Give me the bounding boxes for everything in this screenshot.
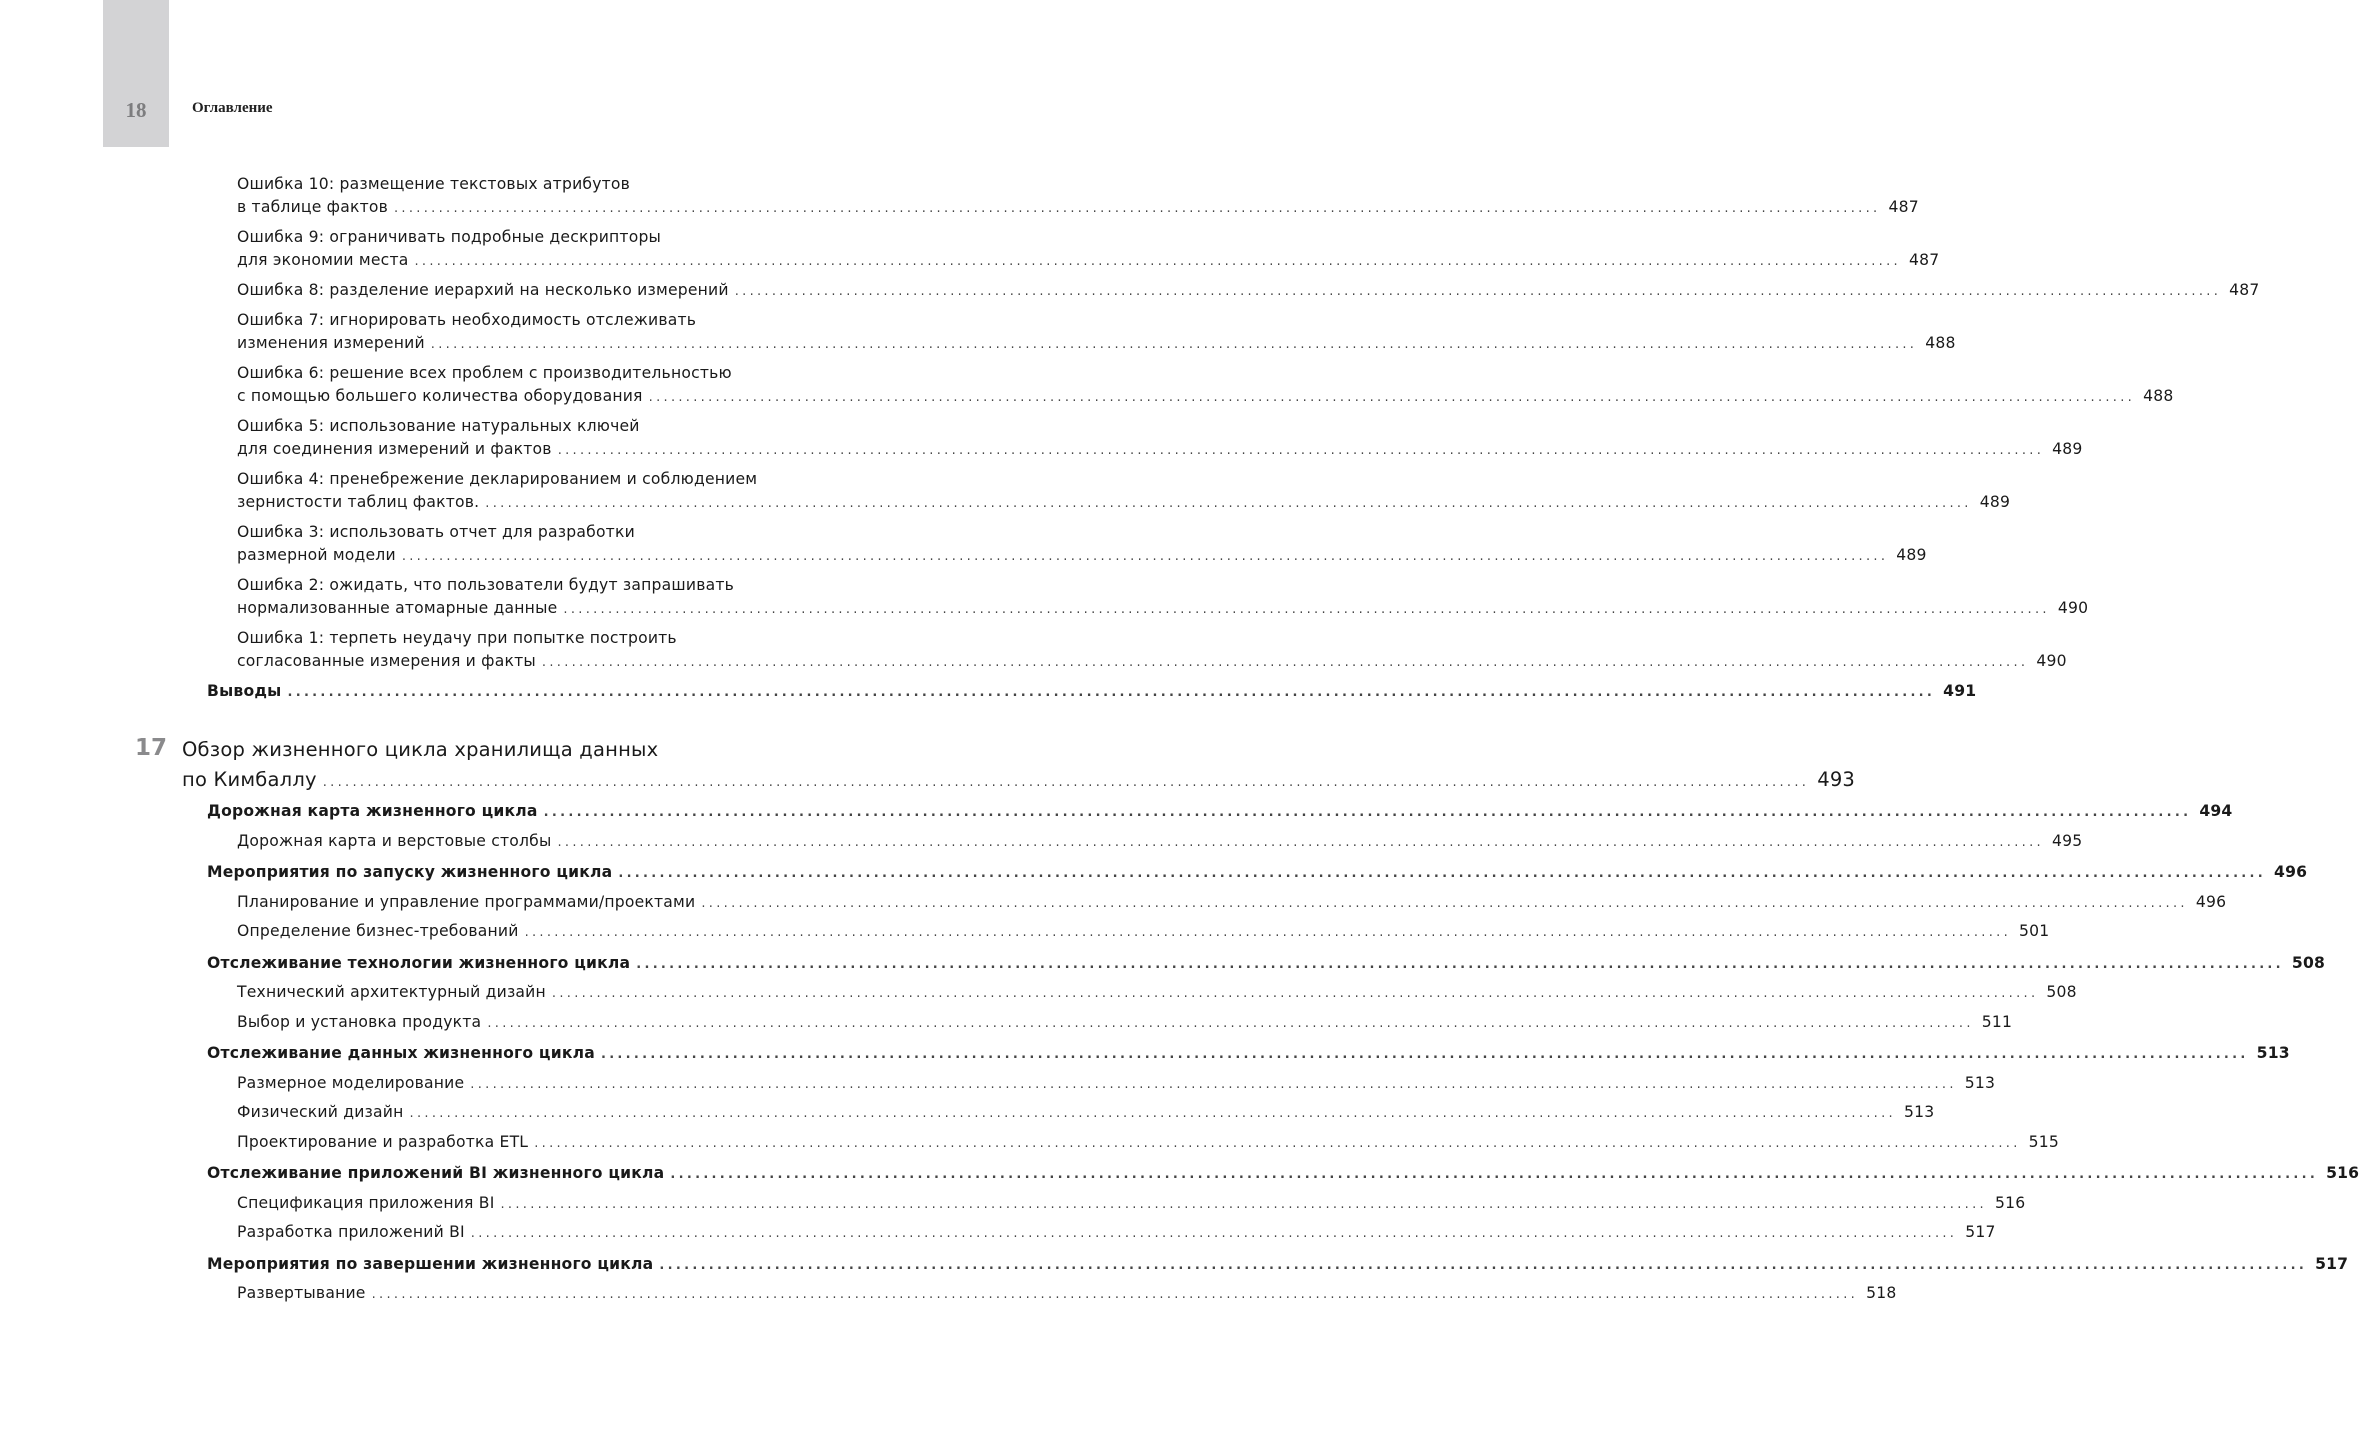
dot-leader: ........................................................................................................................................................................................................	[648, 390, 2136, 405]
entry-title: Спецификация приложения BI	[237, 1193, 495, 1212]
entry-line	[237, 891, 2227, 915]
entry-page-number: 517	[1965, 1223, 1996, 1241]
toc-entry[interactable]	[237, 1101, 1935, 1125]
dot-leader: ........................................................................................................................................................................................................	[470, 1226, 1958, 1241]
entry-line	[237, 830, 2083, 854]
toc-entry[interactable]	[237, 1011, 2013, 1035]
dot-leader: ........................................................................................................................................................................................................	[551, 986, 2039, 1001]
entry-page-number: 516	[1994, 1193, 2026, 1212]
entry-page-number: 517	[2315, 1254, 2349, 1273]
entry-page-number: 489	[1896, 546, 1927, 564]
entry-line	[237, 920, 2050, 944]
dot-leader: ........................................................................................................................................................................................................	[534, 1135, 2021, 1151]
entry-last-line	[237, 438, 2083, 462]
toc-entry[interactable]	[207, 680, 1977, 704]
toc-entry[interactable]	[237, 309, 1956, 356]
entry-title-line: зернистости таблиц фактов.	[237, 493, 480, 511]
entry-page-number: 488	[2143, 387, 2174, 405]
dot-leader: ........................................................................................................................................................................................................	[401, 549, 1889, 564]
toc-entry[interactable]	[207, 1253, 2349, 1277]
toc-entry[interactable]	[237, 1131, 2060, 1155]
toc-entry[interactable]	[237, 1072, 1996, 1096]
entry-title-line: Ошибка 5: использование натуральных ключей	[237, 417, 640, 435]
entry-page-number: 501	[2019, 922, 2050, 940]
toc-entry[interactable]	[237, 1282, 1897, 1306]
entry-title-line: Ошибка 3: использовать отчет для разработки	[237, 523, 635, 541]
entry-page-number: 493	[1817, 768, 1856, 791]
entry-title-line: для соединения измерений и фактов	[237, 440, 552, 458]
entry-title: Мероприятия по запуску жизненного цикла	[207, 863, 613, 881]
dot-leader: ........................................................................................................................................................................................................	[485, 496, 1972, 511]
toc-entry[interactable]	[237, 891, 2227, 915]
entry-title-line: Ошибка 2: ожидать, что пользователи будут запрашивать	[237, 576, 735, 594]
entry-page-number: 489	[2052, 440, 2083, 458]
entry-last-line	[237, 279, 2260, 303]
entry-page-number: 487	[1908, 251, 1940, 269]
entry-title: Выбор и установка продукта	[237, 1012, 482, 1031]
entry-line	[207, 952, 2326, 976]
entry-title: Разработка приложений BI	[237, 1223, 465, 1241]
dot-leader: ........................................................................................................................................................................................................	[409, 1106, 1896, 1121]
entry-line	[237, 981, 2077, 1005]
entry-title: Отслеживание приложений BI жизненного цикла	[207, 1164, 665, 1182]
entry-line	[237, 1282, 1897, 1306]
entry-title: Определение бизнес-требований	[237, 922, 519, 940]
toc-entry[interactable]	[237, 468, 2011, 515]
entry-title: Мероприятия по завершении жизненного цикла	[207, 1254, 654, 1273]
toc-entry[interactable]	[237, 1192, 2026, 1216]
entry-title-line: согласованные измерения и факты	[237, 652, 536, 670]
entry-line	[207, 800, 2233, 824]
dot-leader: ........................................................................................................................................................................................................	[543, 805, 2192, 820]
entry-last-line	[207, 680, 1977, 704]
entry-last-line	[182, 765, 1856, 798]
dot-leader: ........................................................................................................................................................................................................	[701, 895, 2188, 911]
entry-title-line: Ошибка 1: терпеть неудачу при попытке построить	[237, 629, 677, 647]
toc-entry[interactable]	[237, 415, 2083, 462]
entry-last-line	[237, 544, 1927, 568]
entry-title: Дорожная карта жизненного цикла	[207, 802, 538, 820]
entry-title-line: Ошибка 4: пренебрежение декларированием и соблюдением	[237, 470, 758, 488]
entry-title-line: Обзор жизненного цикла хранилища данных	[182, 738, 659, 761]
toc-entry[interactable]	[207, 1162, 2359, 1186]
entry-title: Отслеживание технологии жизненного цикла	[207, 953, 631, 972]
entry-title-line: с помощью большего количества оборудования	[237, 387, 643, 405]
entry-page-number: 513	[2256, 1044, 2290, 1062]
entry-page-number: 491	[1943, 682, 1977, 700]
entry-title-line: Ошибка 10: размещение текстовых атрибутов	[237, 175, 631, 193]
entry-page-number: 518	[1866, 1284, 1897, 1302]
entry-line	[207, 1253, 2349, 1277]
dot-leader: ........................................................................................................................................................................................................	[487, 1015, 1974, 1031]
entry-page-number: 488	[1925, 334, 1956, 352]
toc-entry[interactable]	[237, 830, 2083, 854]
dot-leader: ........................................................................................................................................................................................................	[287, 685, 1936, 700]
toc-entry[interactable]	[237, 279, 2260, 303]
toc-entry[interactable]	[237, 226, 1940, 273]
entry-line	[237, 1072, 1996, 1096]
entry-last-line	[237, 491, 2011, 515]
toc-entry[interactable]	[237, 920, 2050, 944]
entry-line	[207, 1042, 2290, 1066]
entry-page-number: 508	[2046, 983, 2077, 1001]
entry-title-line: изменения измерений	[237, 334, 425, 352]
toc-entry[interactable]	[207, 861, 2308, 885]
entry-title: Дорожная карта и верстовые столбы	[237, 831, 552, 850]
entry-page-number: 487	[2229, 281, 2260, 299]
toc-entry[interactable]	[237, 173, 1919, 220]
entry-page-number: 511	[1981, 1012, 2013, 1031]
entry-line	[207, 1162, 2359, 1186]
entry-last-line	[237, 650, 2067, 674]
entry-line	[237, 1131, 2060, 1155]
chapter-number: 17	[135, 735, 168, 761]
entry-page-number: 496	[2274, 863, 2308, 881]
entry-title: Развертывание	[237, 1284, 366, 1302]
entry-last-line	[237, 332, 1956, 356]
entry-page-number: 487	[1888, 198, 1919, 216]
toc-entry[interactable]	[237, 627, 2067, 674]
entry-title: Планирование и управление программами/проектами	[237, 892, 696, 911]
entry-title-line: размерной модели	[237, 546, 396, 564]
entry-title-line: для экономии места	[237, 251, 409, 269]
toc-entry[interactable]	[237, 362, 2174, 409]
entry-line	[207, 861, 2308, 885]
toc-entry[interactable]	[237, 981, 2077, 1005]
dot-leader: ........................................................................................................................................................................................................	[500, 1196, 1987, 1212]
dot-leader: ........................................................................................................................................................................................................	[618, 866, 2267, 881]
entry-page-number: 494	[2199, 802, 2233, 820]
dot-leader: ........................................................................................................................................................................................................	[470, 1076, 1957, 1092]
dot-leader: ........................................................................................................................................................................................................	[524, 925, 2012, 940]
dot-leader: ........................................................................................................................................................................................................	[659, 1257, 2308, 1273]
entry-page-number: 489	[1979, 493, 2011, 511]
toc-entry[interactable]	[237, 1221, 1996, 1245]
entry-title-line: Ошибка 7: игнорировать необходимость отслеживать	[237, 311, 697, 329]
dot-leader: ........................................................................................................................................................................................................	[557, 834, 2044, 850]
entry-line	[237, 1101, 1935, 1125]
dot-leader: ........................................................................................................................................................................................................	[636, 956, 2284, 972]
dot-leader: ........................................................................................................................................................................................................	[557, 443, 2045, 458]
running-title: Оглавление	[192, 100, 273, 116]
entry-page-number: 490	[2057, 599, 2089, 617]
page-tab	[103, 0, 169, 147]
entry-title-line: Ошибка 6: решение всех проблем с производительностью	[237, 364, 732, 382]
dot-leader: ........................................................................................................................................................................................................	[394, 201, 1881, 216]
entry-line	[237, 1011, 2013, 1035]
entry-page-number: 515	[2028, 1132, 2060, 1151]
dot-leader: ........................................................................................................................................................................................................	[430, 337, 1918, 352]
entry-title-line: в таблице фактов	[237, 198, 388, 216]
entry-title-line: Ошибка 8: разделение иерархий на несколько измерений	[237, 281, 729, 299]
toc-entry[interactable]	[237, 574, 2089, 621]
entry-page-number: 490	[2036, 652, 2067, 670]
entry-page-number: 516	[2326, 1164, 2359, 1182]
entry-page-number: 513	[1903, 1103, 1935, 1121]
dot-leader: ........................................................................................................................................................................................................	[371, 1287, 1859, 1302]
entry-page-number: 508	[2291, 953, 2326, 972]
entry-line	[237, 1221, 1996, 1245]
entry-page-number: 495	[2051, 831, 2083, 850]
entry-title-line: по Кимбаллу	[182, 768, 317, 791]
dot-leader: ........................................................................................................................................................................................................	[563, 602, 2050, 617]
dot-leader: ........................................................................................................................................................................................................	[670, 1167, 2319, 1182]
toc-entry[interactable]	[207, 800, 2233, 824]
entry-last-line	[237, 196, 1919, 220]
entry-title: Физический дизайн	[237, 1103, 404, 1121]
toc-entry[interactable]	[182, 735, 1856, 798]
entry-title-line: Выводы	[207, 682, 282, 700]
entry-title-line: Ошибка 9: ограничивать подробные дескрипторы	[237, 228, 662, 246]
dot-leader: ........................................................................................................................................................................................................	[734, 284, 2222, 299]
entry-title: Проектирование и разработка ETL	[237, 1132, 529, 1151]
entry-line	[237, 1192, 2026, 1216]
dot-leader: ........................................................................................................................................................................................................	[600, 1047, 2249, 1062]
entry-title: Размерное моделирование	[237, 1073, 465, 1092]
entry-title: Технический архитектурный дизайн	[237, 983, 546, 1001]
entry-last-line	[237, 249, 1940, 273]
entry-last-line	[237, 385, 2174, 409]
toc-entry[interactable]	[207, 952, 2326, 976]
entry-page-number: 513	[1964, 1073, 1996, 1092]
entry-page-number: 496	[2195, 892, 2227, 911]
entry-title: Отслеживание данных жизненного цикла	[207, 1044, 595, 1062]
dot-leader: ........................................................................................................................................................................................................	[414, 254, 1901, 269]
entry-last-line	[237, 597, 2089, 621]
toc-entry[interactable]	[237, 521, 1927, 568]
page-number: 18	[125, 98, 147, 122]
dot-leader: ........................................................................................................................................................................................................	[322, 775, 1810, 790]
dot-leader: ........................................................................................................................................................................................................	[541, 655, 2029, 670]
toc-entry[interactable]	[207, 1042, 2290, 1066]
entry-title-line: нормализованные атомарные данные	[237, 599, 558, 617]
